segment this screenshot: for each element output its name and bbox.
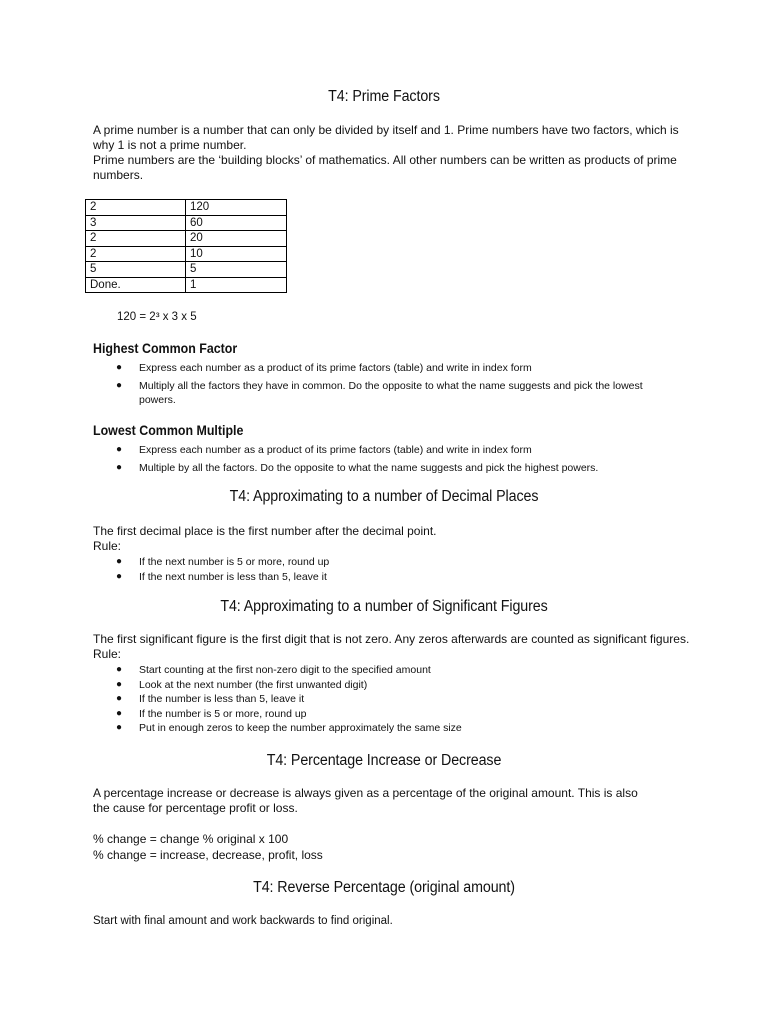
bullet-icon: ● — [116, 556, 123, 567]
prime-intro-2: Prime numbers are the ‘building blocks’ of mathematics. All other numbers can be written as products of prime numbers. — [93, 153, 677, 182]
list-item — [116, 361, 656, 376]
list-item-text: If the number is 5 or more, round up — [139, 707, 307, 720]
list-item-text: Look at the next number (the first unwanted digit) — [139, 678, 368, 691]
list-item — [116, 721, 636, 736]
table-cell: 2 — [86, 200, 186, 216]
bullet-icon: ● — [116, 722, 123, 733]
bullet-icon: ● — [116, 444, 123, 455]
heading-lcm: Lowest Common Multiple — [93, 423, 244, 438]
sigfig-intro: The first significant figure is the first digit that is not zero. Any zeros afterwards are counted as significant figures. — [93, 632, 690, 646]
table-cell: Done. — [86, 277, 186, 293]
list-item — [116, 707, 636, 722]
lcm-list — [116, 443, 656, 478]
bullet-icon: ● — [116, 707, 123, 719]
sigfig-rule-label: Rule: — [93, 647, 122, 661]
hcf-list — [116, 361, 656, 411]
title-decimal-places: T4: Approximating to a number of Decimal Places — [229, 488, 539, 505]
table-row — [86, 246, 287, 262]
list-item — [116, 555, 636, 570]
table-row — [86, 277, 287, 293]
decimal-intro: The first decimal place is the first number after the decimal point. — [93, 524, 437, 538]
table-cell: 5 — [86, 262, 186, 278]
table-cell: 60 — [186, 215, 287, 231]
list-item — [116, 443, 656, 458]
decimal-rule-list — [116, 555, 636, 584]
prime-equation: 120 = 2³ x 3 x 5 — [117, 311, 197, 323]
bullet-icon: ● — [116, 362, 123, 373]
list-item-text: Express each number as a product of its prime factors (table) and write in index form — [139, 362, 532, 374]
list-item-text: If the next number is 5 or more, round up — [139, 556, 330, 568]
table-cell: 120 — [186, 200, 287, 216]
table-cell: 10 — [186, 246, 287, 262]
title-significant-figures: T4: Approximating to a number of Significant Figures — [220, 598, 548, 615]
reverse-intro: Start with final amount and work backwards to find original. — [93, 915, 393, 927]
list-item — [116, 379, 656, 408]
list-item — [116, 570, 636, 585]
bullet-icon: ● — [116, 678, 123, 690]
table-cell: 20 — [186, 231, 287, 247]
list-item-text: Multiply all the factors they have in common. Do the opposite to what the name suggests and pick the lowest powers. — [139, 379, 643, 406]
list-item-text: Express each number as a product of its prime factors (table) and write in index form — [139, 444, 532, 456]
bullet-icon: ● — [116, 664, 123, 675]
list-item-text: Multiple by all the factors. Do the opposite to what the name suggests and pick the highest powers. — [139, 461, 599, 474]
bullet-icon: ● — [116, 461, 123, 473]
table-cell: 2 — [86, 231, 186, 247]
table-cell: 1 — [186, 277, 287, 293]
list-item — [116, 663, 636, 678]
sigfig-rule-list — [116, 663, 636, 736]
list-item — [116, 678, 636, 693]
list-item-text: If the next number is less than 5, leave it — [139, 570, 327, 583]
table-row — [86, 262, 287, 278]
title-reverse-percentage: T4: Reverse Percentage (original amount) — [253, 879, 515, 896]
table-row — [86, 200, 287, 216]
table-cell: 5 — [186, 262, 287, 278]
title-prime-factors: T4: Prime Factors — [328, 88, 440, 105]
bullet-icon: ● — [116, 693, 123, 704]
percentage-intro: A percentage increase or decrease is always given as a percentage of the original amount. This is also the cause for percentage profit or loss. — [93, 786, 638, 815]
table-cell: 2 — [86, 246, 186, 262]
list-item-text: If the number is less than 5, leave it — [139, 693, 305, 705]
table-cell: 3 — [86, 215, 186, 231]
table-row — [86, 215, 287, 231]
heading-hcf: Highest Common Factor — [93, 341, 238, 356]
list-item-text: Start counting at the first non-zero digit to the specified amount — [139, 664, 431, 676]
list-item — [116, 461, 656, 476]
bullet-icon: ● — [116, 570, 123, 582]
list-item — [116, 692, 636, 707]
prime-intro-1: A prime number is a number that can only be divided by itself and 1. Prime numbers have two factors, which is why 1 is not a prime number. — [93, 123, 679, 152]
bullet-icon: ● — [116, 379, 123, 391]
percentage-formula-1: % change = change % original x 100 — [93, 832, 289, 846]
percentage-formula-2: % change = increase, decrease, profit, loss — [93, 848, 323, 862]
list-item-text: Put in enough zeros to keep the number approximately the same size — [139, 722, 462, 734]
prime-factor-table — [85, 199, 287, 293]
decimal-rule-label: Rule: — [93, 539, 122, 553]
table-row — [86, 231, 287, 247]
title-percentage: T4: Percentage Increase or Decrease — [266, 752, 502, 769]
